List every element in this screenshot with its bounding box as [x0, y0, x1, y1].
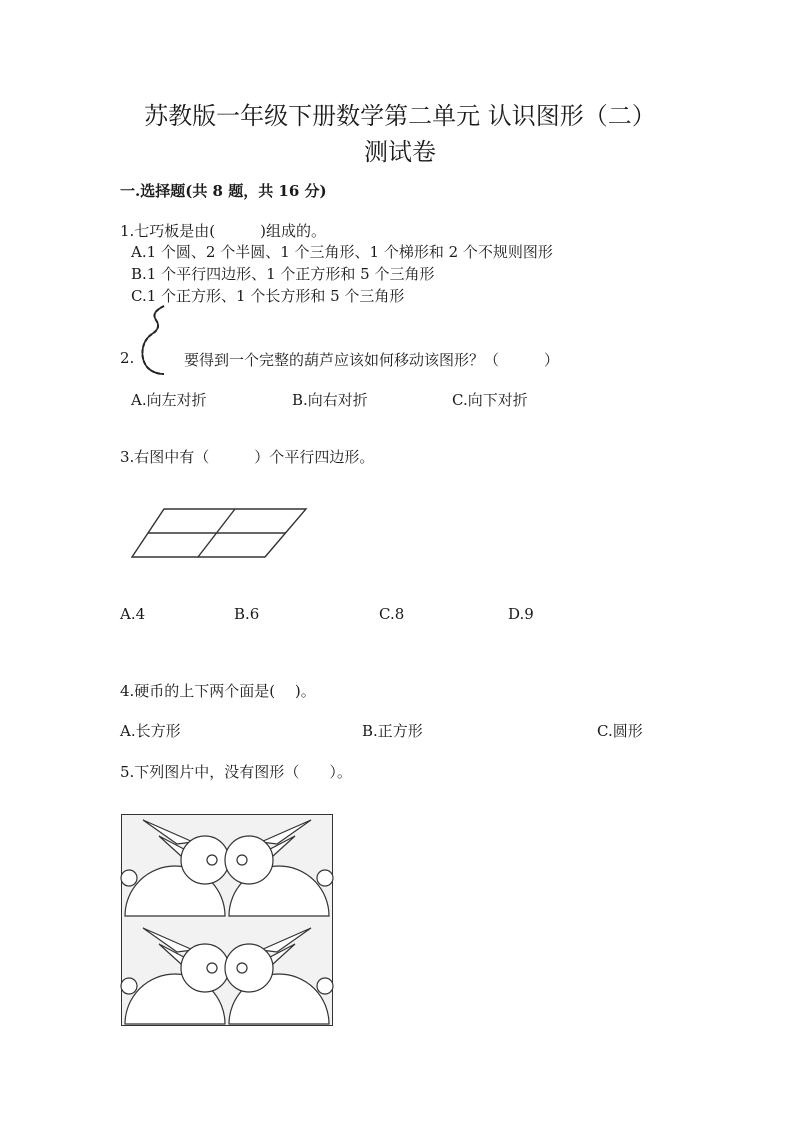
section-heading: 一.选择题(共 8 题，共 16 分) [120, 182, 327, 200]
question-2-option-b: B.向右对折 [292, 391, 368, 409]
page-title-line1: 苏教版一年级下册数学第二单元 认识图形（二） [144, 102, 656, 130]
question-2-option-c: C.向下对折 [452, 391, 528, 409]
question-3-option-b: B.6 [234, 605, 260, 623]
question-3-option-d: D.9 [508, 605, 534, 623]
rabbit-pattern-image [121, 814, 333, 1026]
question-3-option-c: C.8 [379, 605, 405, 623]
question-2-number: 2. [120, 349, 135, 367]
question-3-stem: 3.右图中有（ ）个平行四边形。 [120, 448, 375, 466]
question-1-stem: 1.七巧板是由( )组成的。 [120, 222, 327, 240]
question-4-option-b: B.正方形 [362, 722, 423, 740]
question-1-option-a: A.1 个圆、2 个半圆、1 个三角形、1 个梯形和 2 个不规则图形 [131, 243, 553, 261]
question-2-stem: 要得到一个完整的葫芦应该如何移动该图形？（ ） [184, 351, 560, 369]
question-5-stem: 5.下列图片中，没有图形（ ）。 [120, 763, 352, 781]
question-1-option-b: B.1 个平行四边形、1 个正方形和 5 个三角形 [131, 265, 435, 283]
question-3-option-a: A.4 [120, 605, 146, 623]
page-title-line2: 测试卷 [364, 138, 436, 166]
question-1-option-c: C.1 个正方形、1 个长方形和 5 个三角形 [131, 287, 405, 305]
question-4-option-c: C.圆形 [597, 722, 643, 740]
question-4-stem: 4.硬币的上下两个面是( )。 [120, 682, 316, 700]
half-gourd-figure [138, 304, 178, 376]
question-4-option-a: A.长方形 [120, 722, 181, 740]
parallelogram-figure [120, 498, 320, 568]
question-2-option-a: A.向左对折 [131, 391, 207, 409]
